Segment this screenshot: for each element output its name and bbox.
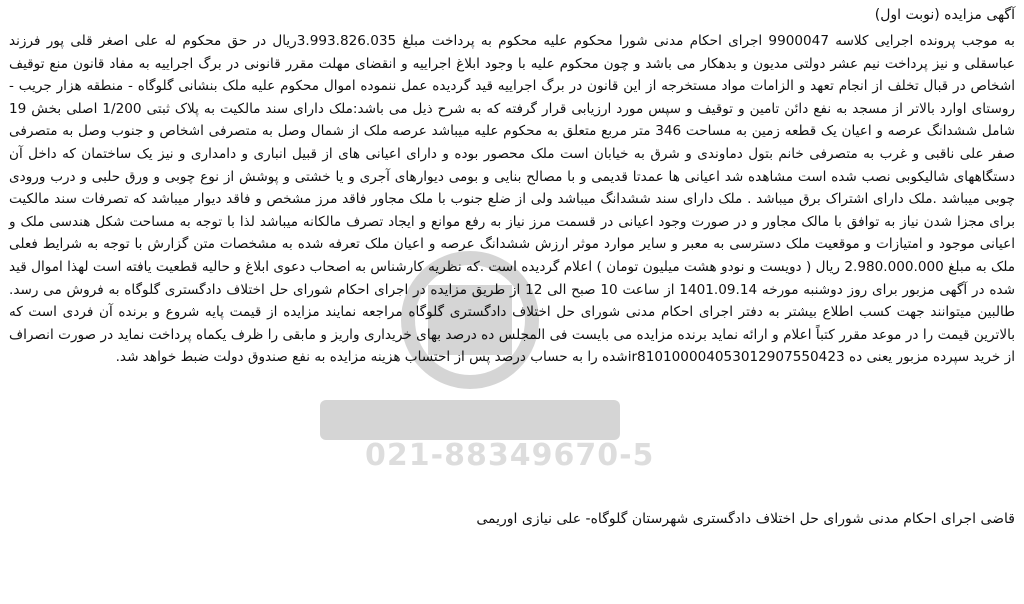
notice-title: آگهی مزایده (نوبت اول) <box>874 7 1015 23</box>
watermark-phone: 021-88349670-5 <box>365 438 655 473</box>
notice-signature: قاضی اجرای احکام مدنی شورای حل اختلاف دادگستری شهرستان گلوگاه- علی نیازی اوریمی <box>476 511 1015 527</box>
notice-body: به موجب پرونده اجرایی کلاسه 9900047 اجرای احکام مدنی شورا محکوم علیه محکوم به پرداخت مبلغ 3.993.826.035ریال در حق محکوم له علی اصغر قلی پور فرزند عباسقلی و نیز پرداخت نیم عشر دولتی مدیون و بدهکار می باشد و چون محکوم علیه با وجود ابلاغ اجراییه و انقضای مهلت مقرر قانونی در برگ اجراییه به مفاد قانون منع توقیف اشخاص در قبال تخلف از انجام تعهد و الزامات مواد مستخرجه از این قانون در برگ اجراییه قید گردیده عمل ننموده اموال محکوم علیه ملک بنشانی گلوگاه - منطقه هزار جریب - روستای اوارد بالاتر از مسجد به نفع دائن تامین و توقیف و سپس مورد ارزیابی قرار گرفته که به شرح ذیل می باشد:ملک دارای سند مالکیت به پلاک ثبتی 1/200 اصلی بخش 19 شامل ششدانگ عرصه و اعیان یک قطعه زمین به مساحت 346 متر مربع متعلق به محکوم علیه میباشد عرصه ملک از شمال وصل به متصرفی اشخاص و جنوب وصل به متصرفی صفر علی ناقبی و غرب به متصرفی خانم بتول دماوندی و شرق به خیابان است ملک محصور بوده و دارای اعیانی های از قبیل انباری و دامداری و نیز یک ساختمان که داخل آن دستگاههای شالیکوبی نصب شده است مشاهده شد اعیانی ها عمدتا قدیمی و با مصالح بنایی و بومی دیوارهای آجری و یا خشتی و پوشش از نوع چوبی و ورق حلبی و درب ورودی چوبی میباشد .ملک دارای اشتراک برق میباشد . ملک دارای سند ششدانگ میباشد ولی از ضلع جنوب با ملک مجاور فاقد مرز مشخص و فاقد دیوار میباشد که تصرفات سند مالکیت برای مجزا شدن نیاز به توافق با مالک مجاور و در صورت وجود اعیانی در قسمت مرز نیاز به رفع موانع و ایجاد تصرف مالکانه میباشد لذا با توجه به مساحت شکل هندسی ملک و اعیانی موجود و امتیازات و موقعیت ملک دسترسی به معبر و سایر موارد موثر ارزش ششدانگ عرصه و اعیان ملک تعرفه شده به مشخصات متن گزارش با توجه به شرایط فعلی ملک به مبلغ 2.980.000.000 ریال ( دویست و نودو هشت میلیون تومان ) اعلام گردیده است .که نظریه کارشناس به اصحاب دعوی ابلاغ و حالیه قطعیت یافته است لهذا اموال قید شده در آگهی مزبور برای روز دوشنبه مورخه 1401.09.14 از ساعت 10 صبح الی 12 از طریق مزایده در اجرای احکام شورای حل اختلاف دادگستری گلوگاه به فروش می رسد. طالبین میتوانند جهت کسب اطلاع بیشتر به دفتر اجرای احکام مدنی شورای حل اختلاف دادگستری گلوگاه مراجعه نمایند مزایده از قیمت پایه شروع و برنده آن فردی است که بالاترین قیمت را در موعد مقرر کتباً اعلام و ارائه نماید برنده مزایده می بایست فی المجلس ده درصد بهای خریداری واریز و مابقی را ظرف یکماه پرداخت نماید در صورت انصراف از خرید سپرده مزبور یعنی ده ir810100004053012907550423شده را به حساب درصد پس از احتساب هزینه مزایده به نفع صندوق دولت ضبط خواهد شد. <box>9 33 1016 366</box>
